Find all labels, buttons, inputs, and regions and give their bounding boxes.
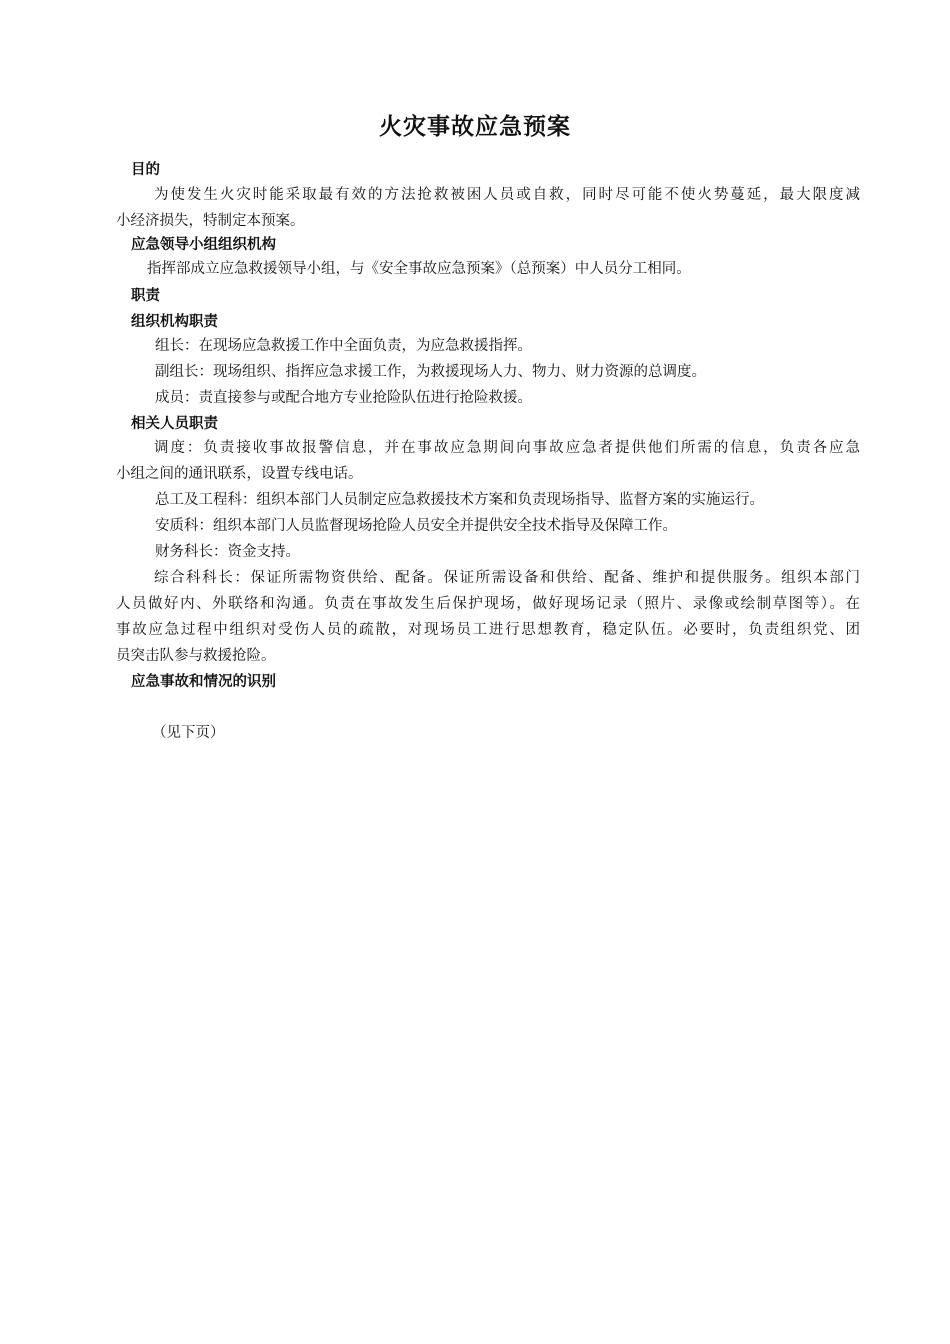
heading-identification: 应急事故和情况的识别 [131,674,276,690]
safety-duty: 安质科：组织本部门人员监督现场抢险人员安全并提供安全技术指导及保障工作。 [155,518,677,534]
heading-organization: 应急领导小组组织机构 [131,237,276,253]
heading-purpose: 目的 [131,162,160,178]
finance-duty: 财务科长：资金支持。 [155,544,300,560]
heading-org-duties: 组织机构职责 [131,314,218,330]
dispatch-line-2: 小组之间的通讯联系，设置专线电话。 [116,466,363,482]
purpose-paragraph [116,182,860,234]
see-next-page-note: （见下页） [152,725,225,741]
general-line-2: 人员做好内、外联络和沟通。负责在事故发生后保护现场，做好现场记录（照片、录像或绘制草图等）。在 [116,596,860,612]
organization-paragraph: 指挥部成立应急救援领导小组，与《安全事故应急预案》（总预案）中人员分工相同。 [147,261,691,277]
general-line-1: 综合科科长：保证所需物资供给、配备。保证所需设备和供给、配备、维护和提供服务。组织本部门 [154,570,860,586]
general-affairs-paragraph [116,565,860,669]
dispatch-paragraph [116,435,860,487]
purpose-line-1: 为使发生火灾时能采取最有效的方法抢救被困人员或自救，同时尽可能不使火势蔓延，最大限度减 [154,187,860,203]
heading-duties: 职责 [131,288,160,304]
purpose-line-2: 小经济损失，特制定本预案。 [116,213,305,229]
general-line-3: 事故应急过程中组织对受伤人员的疏散，对现场员工进行思想教育，稳定队伍。必要时，负责组织党、团 [116,622,860,638]
org-duty-deputy: 副组长：现场组织、指挥应急求援工作，为救援现场人力、物力、财力资源的总调度。 [155,364,706,380]
dispatch-line-1: 调度：负责接收事故报警信息，并在事故应急期间向事故应急者提供他们所需的信息，负责各应急 [154,440,860,456]
org-duty-leader: 组长：在现场应急救援工作中全面负责，为应急救援指挥。 [155,338,532,354]
general-line-4: 员突击队参与救援抢险。 [116,648,276,664]
document-title: 火灾事故应急预案 [379,114,571,140]
heading-staff-duties: 相关人员职责 [131,416,218,432]
chief-engineer-duty: 总工及工程科：组织本部门人员制定应急救援技术方案和负责现场指导、监督方案的实施运行。 [155,492,764,508]
org-duty-members: 成员：责直接参与或配合地方专业抢险队伍进行抢险救援。 [155,390,532,406]
